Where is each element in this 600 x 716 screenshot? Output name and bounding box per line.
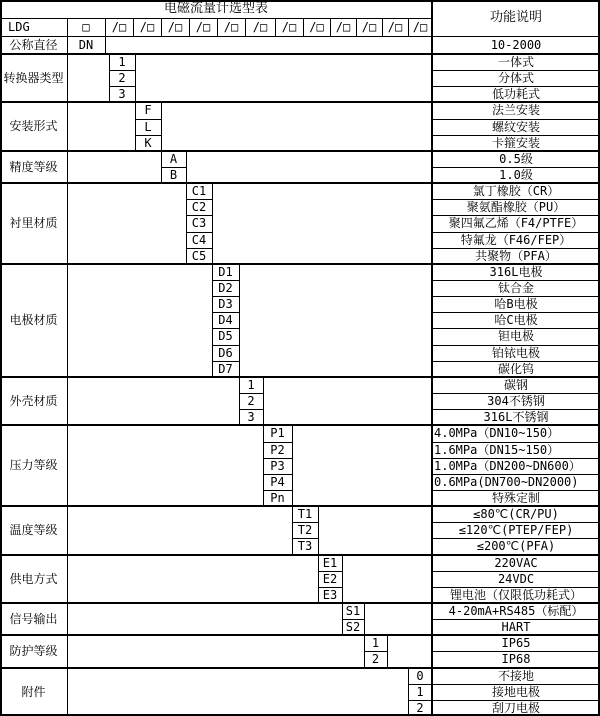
option-code: D4	[218, 313, 233, 328]
option-function: 法兰安装	[491, 103, 540, 118]
grid-line	[275, 18, 276, 36]
selection-slot-box: /□	[335, 20, 351, 34]
option-code: P2	[270, 442, 285, 457]
grid-line	[133, 18, 134, 36]
function-column-header: 功能说明	[489, 10, 542, 25]
category-label: 转换器类型	[3, 71, 64, 85]
selection-slot-box: /□	[139, 20, 155, 34]
category-label: 防护等级	[9, 644, 58, 659]
option-code: C2	[191, 200, 207, 215]
grid-line	[161, 18, 162, 36]
selection-slot-box: /□	[309, 20, 324, 34]
option-function: 共聚物（PFA）	[475, 248, 557, 263]
option-code: S1	[345, 603, 361, 618]
diameter-range: 10-2000	[490, 38, 542, 52]
option-code: F	[144, 103, 152, 118]
option-code: A	[169, 151, 178, 166]
selection-slot-box: /□	[412, 20, 428, 34]
option-code: D5	[218, 329, 233, 344]
grid-line	[356, 18, 357, 36]
option-code: S2	[345, 620, 361, 635]
option-function: 0.5级	[499, 151, 533, 166]
option-code: P4	[270, 474, 285, 489]
option-function: ≤80℃(CR/PU)	[473, 507, 559, 522]
category-label: 安装形式	[9, 119, 58, 134]
selection-slot-box: /□	[223, 20, 239, 34]
selection-slot-box: /□	[361, 20, 377, 34]
grid-line	[217, 18, 218, 36]
grid-line	[408, 18, 409, 36]
category-label: 衬里材质	[9, 216, 58, 231]
grid-line	[212, 183, 213, 264]
option-code: E1	[322, 555, 338, 570]
option-function: ≤120℃(PTEP/FEP)	[458, 523, 574, 538]
option-function: 分体式	[497, 71, 534, 86]
diameter-code: DN	[78, 38, 94, 52]
selection-slot-box: /□	[111, 20, 127, 34]
grid-line	[342, 555, 343, 603]
diameter-label: 公称直径	[9, 38, 58, 52]
category-label: 温度等级	[9, 523, 58, 538]
option-code: 2	[371, 652, 380, 667]
option-function: 24VDC	[497, 571, 535, 586]
grid-line	[105, 36, 106, 54]
category-label: 供电方式	[9, 571, 58, 586]
grid-line	[292, 425, 293, 506]
option-function: 1.0级	[499, 168, 533, 183]
option-function: 聚四氟乙烯（F4/PTFE）	[448, 216, 584, 231]
option-code: E2	[322, 571, 338, 586]
option-code: E3	[322, 587, 338, 602]
category-label: 电极材质	[9, 312, 58, 327]
option-function: 钛合金	[497, 281, 534, 296]
category-label: 附件	[21, 684, 46, 699]
option-code: D1	[218, 264, 233, 279]
option-code: 1	[371, 636, 380, 651]
option-function: 刮刀电极	[491, 700, 540, 715]
option-function: IP65	[501, 636, 531, 651]
option-code: 1	[416, 684, 424, 699]
option-function: 特殊定制	[491, 490, 540, 505]
option-code: 0	[416, 668, 424, 683]
option-code: 3	[118, 87, 126, 102]
option-function: 哈B电极	[494, 297, 538, 312]
option-code: D6	[218, 345, 233, 360]
model-prefix: LDG	[8, 20, 30, 34]
option-code: T1	[297, 507, 313, 522]
grid-line	[364, 603, 365, 635]
table-title: 电磁流量计选型表	[163, 1, 268, 16]
grid-line	[161, 102, 162, 150]
category-label: 外壳材质	[9, 393, 58, 408]
category-label: 信号输出	[9, 611, 58, 626]
grid-line	[67, 18, 68, 716]
option-code: P3	[270, 458, 285, 473]
option-code: 2	[416, 700, 424, 715]
option-code: 3	[247, 410, 255, 425]
option-function: 碳钢	[503, 377, 528, 392]
grid-line	[239, 264, 240, 377]
option-code: T2	[297, 523, 313, 538]
selection-slot-box: /□	[195, 20, 211, 34]
selection-slot-box: /□	[387, 20, 403, 34]
grid-line	[186, 151, 187, 183]
grid-line	[387, 635, 388, 667]
option-function: 锂电池（仅限低功耗式）	[449, 587, 582, 602]
option-code: C5	[191, 248, 207, 263]
grid-line	[189, 18, 190, 36]
grid-line	[330, 18, 331, 36]
option-function: 铂铱电极	[491, 345, 540, 360]
option-code: C1	[191, 184, 207, 199]
option-function: 螺纹安装	[491, 119, 540, 134]
dn-slot-box: □	[82, 20, 90, 34]
option-function: 哈C电极	[494, 313, 538, 328]
option-function: 316L电极	[489, 264, 543, 279]
option-function: 1.0MPa（DN200~DN600）	[434, 458, 581, 473]
option-code: 1	[118, 55, 126, 69]
option-function: 316L不锈钢	[483, 410, 549, 425]
option-code: 1	[247, 377, 255, 392]
selection-slot-box: /□	[167, 20, 183, 34]
option-function: 不接地	[497, 668, 534, 683]
option-function: 钽电极	[497, 329, 534, 344]
option-function: 220VAC	[494, 555, 538, 570]
option-code: D3	[218, 297, 233, 312]
selection-slot-box: /□	[281, 20, 297, 34]
option-code: L	[144, 119, 152, 134]
option-code: D7	[218, 361, 233, 376]
option-function: 接地电极	[491, 684, 540, 699]
option-function: 聚氨酯橡胶（PU）	[466, 200, 566, 215]
option-code: P1	[270, 426, 285, 441]
option-code: T3	[297, 539, 313, 554]
option-function: 一体式	[497, 55, 534, 69]
option-code: 2	[247, 394, 255, 409]
selection-slot-box: /□	[252, 20, 268, 34]
option-function: 0.6MPa(DN700~DN2000)	[434, 474, 579, 489]
grid-line	[303, 18, 304, 36]
option-function: 氯丁橡胶（CR）	[472, 184, 560, 199]
option-function: 卡箍安装	[491, 135, 540, 150]
option-function: HART	[501, 620, 531, 635]
option-function: 低功耗式	[491, 87, 540, 102]
option-code: C3	[191, 216, 207, 231]
option-function: 1.6MPa（DN15~150）	[434, 442, 560, 457]
category-label: 精度等级	[9, 159, 58, 174]
option-function: 4.0MPa（DN10~150）	[434, 426, 560, 441]
category-label: 压力等级	[9, 458, 58, 473]
grid-line	[135, 54, 136, 102]
option-code: C4	[191, 232, 207, 247]
option-code: K	[144, 135, 152, 150]
option-code: D2	[218, 281, 233, 296]
option-function: 特氟龙（F46/FEP）	[460, 232, 572, 247]
option-function: 304不锈钢	[487, 394, 545, 409]
option-code: 2	[118, 71, 126, 86]
grid-line	[318, 506, 319, 554]
option-function: ≤200℃(PFA)	[476, 539, 556, 554]
option-code: Pn	[270, 490, 285, 505]
option-function: IP68	[501, 652, 531, 667]
option-function: 4-20mA+RS485（标配）	[448, 603, 584, 618]
grid-line	[245, 18, 246, 36]
option-code: B	[169, 168, 178, 183]
grid-line	[105, 18, 106, 36]
option-function: 碳化钨	[497, 361, 534, 376]
grid-line	[382, 18, 383, 36]
grid-line	[263, 377, 264, 425]
